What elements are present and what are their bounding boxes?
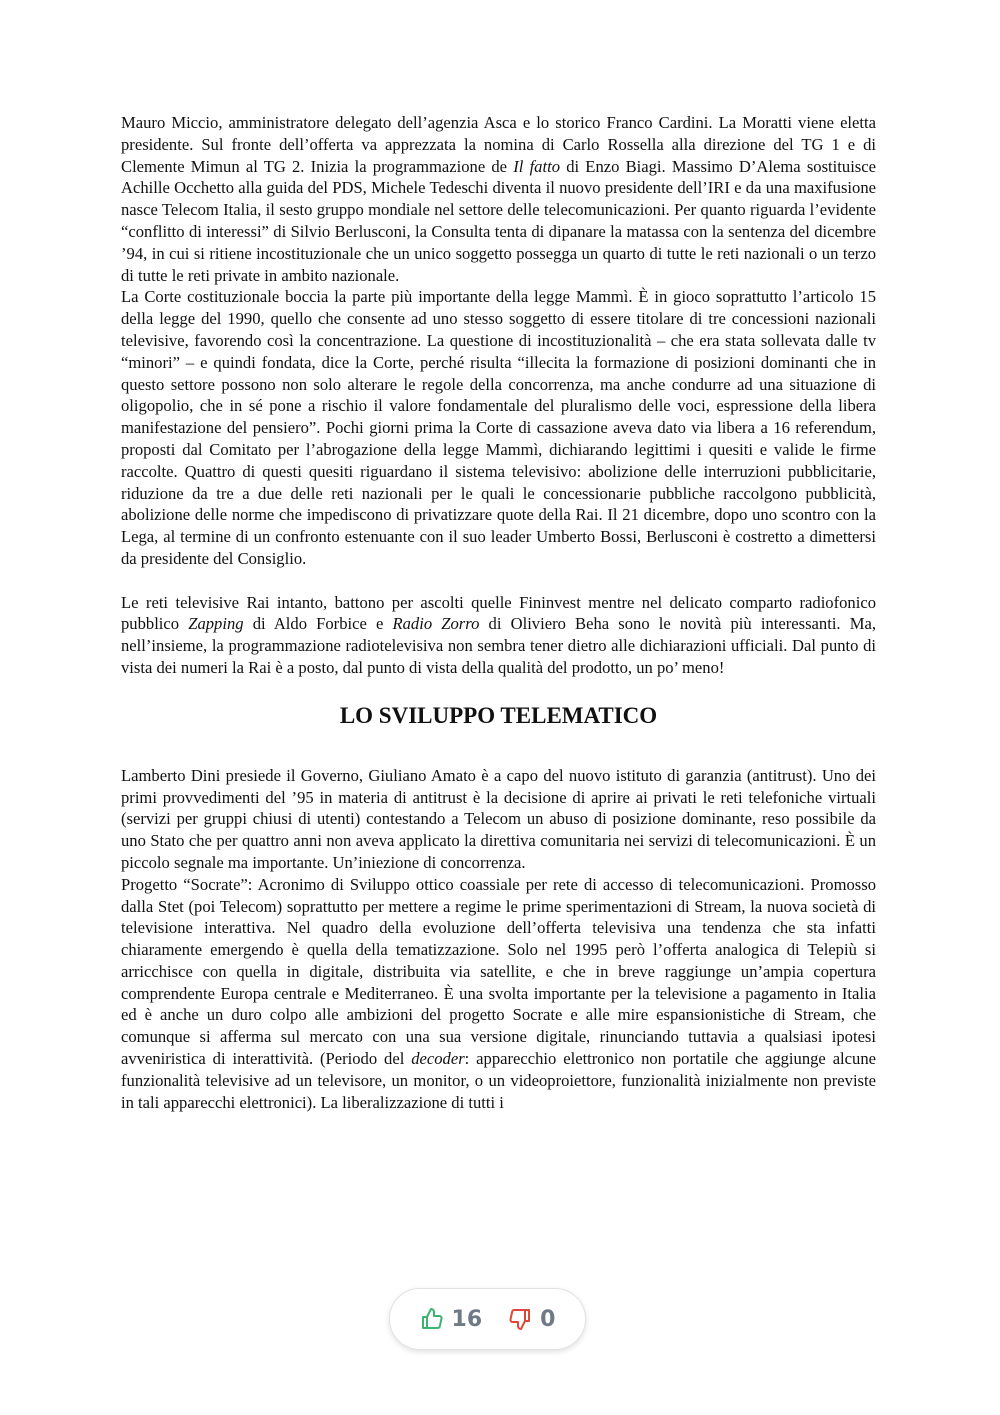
dislike-count: 0	[540, 1306, 556, 1332]
dislike-button[interactable]	[508, 1307, 555, 1332]
document-page	[121, 112, 876, 1113]
paragraph-spacer	[121, 570, 876, 592]
like-button[interactable]	[420, 1307, 483, 1332]
italic-title: Radio Zorro	[392, 614, 480, 634]
italic-title: Zapping	[188, 614, 244, 634]
paragraph: Lamberto Dini presiede il Governo, Giuliano Amato è a capo del nuovo istituto di garanzia (antitrust). Uno dei primi provvedimenti del ’95 in materia di antitrust è la decisione di aprire ai privati le reti telefoniche virtuali (servizi per gruppi chiusi di utenti) contestando a Telecom un abuso di posizione dominante, reso possibile da uno Stato che per quattro anni non aveva applicato la direttiva comunitaria nei servizi di telecomunicazioni. È un piccolo segnale ma importante. Un’iniezione di concorrenza.	[121, 765, 876, 872]
paragraph: Mauro Miccio, amministratore delegato dell’agenzia Asca e lo storico Franco Cardini. La Moratti viene eletta presidente. Sul fronte dell’offerta va apprezzata la nomina di Carlo Rossella alla direzione del TG 1 e di Clemente Mimun al TG 2. Inizia la programmazione de Il fatto di Enzo Biagi. Massimo D’Alema sostituisce Achille Occhetto alla guida del PDS, Michele Tedeschi diventa il nuovo presidente dell’IRI e da una maxifusione nasce Telecom Italia, il sesto gruppo mondiale nel settore delle telecomunicazioni. Per quanto riguarda l’evidente “conflitto di interessi” di Silvio Berlusconi, la Consulta tenta di dipanare la matassa con la sentenza del dicembre ’94, in cui si ritiene incostituzionale che un unico soggetto possegga un quarto di tutte le reti nazionali o un terzo di tutte le reti private in ambito nazionale.	[121, 113, 876, 285]
italic-title: Il fatto	[513, 156, 561, 176]
paragraph: Progetto “Socrate”: Acronimo di Sviluppo ottico coassiale per rete di accesso di telecomunicazioni. Promosso dalla Stet (poi Telecom) soprattutto per mettere a regime le prime sperimentazioni di Stream, la nuova società di televisione interattiva. Nel quadro della evoluzione dell’offerta televisiva una tendenza che sta infatti chiaramente emergendo è quella della tematizzazione. Solo nel 1995 però l’offerta analogica di Telepiù si arricchisce con quella in digitale, distribuita via satellite, e che in breve raggiunge un’ampia copertura comprendente Europa centrale e Mediterraneo. È una svolta importante per la televisione a pagamento in Italia ed è anche un duro colpo alle ambizioni del progetto Socrate e alle mire espansionistiche di Stream, che comunque si afferma sul mercato con una sua versione digitale, rinunciando tuttavia a qualsiasi ipotesi avveniristica di interattività. (Periodo del decoder: apparecchio elettronico non portatile che aggiunge alcune funzionalità televisive ad un televisore, un monitor, o un videoproiettore, funzionalità inizialmente non previste in tali apparecchi elettronici). La liberalizzazione di tutti i	[121, 874, 876, 1112]
bottom-section	[121, 765, 876, 1114]
top-section	[121, 112, 876, 679]
section-heading: LO SVILUPPO TELEMATICO	[339, 702, 658, 728]
paragraph: Le reti televisive Rai intanto, battono per ascolti quelle Fininvest mentre nel delicato comparto radiofonico pubblico Zapping di Aldo Forbice e Radio Zorro di Oliviero Beha sono le novità più interessanti. Ma, nell’insieme, la programmazione radiotelevisiva non sembra tener dietro alle dichiarazioni ufficiali. Dal punto di vista dei numeri la Rai è a posto, dal punto di vista della qualità del prodotto, un po’ meno!	[121, 592, 876, 677]
italic-title: decoder	[411, 1049, 465, 1069]
thumbs-down-icon	[508, 1307, 532, 1331]
paragraph: La Corte costituzionale boccia la parte più importante della legge Mammì. È in gioco soprattutto l’articolo 15 della legge del 1990, quello che consente ad uno stesso soggetto di essere titolare di tre concessioni nazionali televisive, favorendo così la concentrazione. La questione di incostituzionalità – che era stata sollevata dalle tv “minori” – e quindi fondata, dice la Corte, perché risulta “illecita la formazione di posizioni dominanti che in questo settore possono non solo alterare le regole della concorrenza, ma anche condurre ad una situazione di oligopolio, che in sé pone a rischio il valore fondamentale del pluralismo delle voci, espressione della libera manifestazione del pensiero”. Pochi giorni prima la Corte di cassazione aveva dato via libera a 16 referendum, proposti dal Comitato per l’abrogazione della legge Mammì, dichiarando legittimi i quesiti e valide le firme raccolte. Quattro di questi quesiti riguardano il sistema televisivo: abolizione delle interruzioni pubblicitarie, riduzione da tre a due delle reti nazionali per le quali le concessionarie pubbliche raccolgono pubblicità, abolizione delle norme che impediscono di privatizzare quote della Rai. Il 21 dicembre, dopo uno scontro con la Lega, al termine di un confronto estenuante con il suo leader Umberto Bossi, Berlusconi è costretto a dimettersi da presidente del Consiglio.	[121, 287, 876, 568]
like-count: 16	[451, 1306, 483, 1332]
vote-bar	[389, 1288, 586, 1350]
thumbs-up-icon	[420, 1307, 444, 1331]
